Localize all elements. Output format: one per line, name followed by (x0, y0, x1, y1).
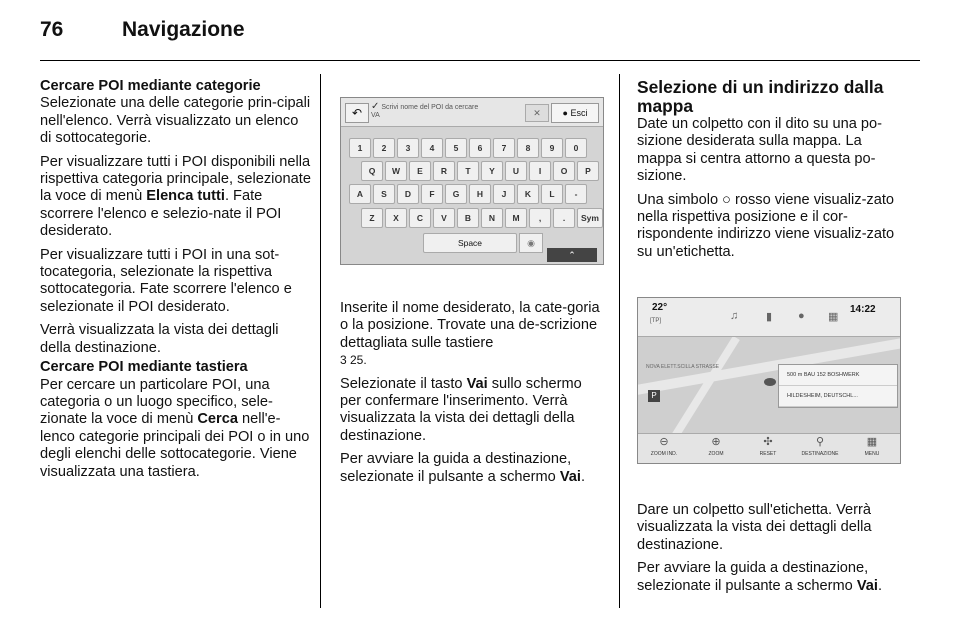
keyboard-key[interactable]: K (517, 184, 539, 204)
info-line: 500 m BAU 152 BOSHWERK (779, 365, 897, 386)
keyboard-key[interactable]: D (397, 184, 419, 204)
keyboard-key[interactable]: 5 (445, 138, 467, 158)
keyboard-key[interactable]: 8 (517, 138, 539, 158)
keyboard-key[interactable]: Y (481, 161, 503, 181)
keyboard-key[interactable]: - (565, 184, 587, 204)
location-marker-icon (764, 378, 776, 386)
keyboard-screenshot (340, 97, 604, 265)
info-line: HILDESHEIM, DEUTSCHL... (779, 386, 897, 407)
poi-search-input[interactable]: ✓ Scrivi nome del POI da cercare VA (371, 101, 479, 119)
keyboard-key[interactable]: 6 (469, 138, 491, 158)
crosshair-icon: ✣ (763, 436, 773, 448)
page-number: 76 (40, 18, 64, 41)
clear-icon[interactable]: ✕ (525, 104, 549, 122)
keyboard-key[interactable]: N (481, 208, 503, 228)
keyboard-key[interactable]: H (469, 184, 491, 204)
paragraph: Per visualizzare tutti i POI in una sot-tocategoria, selezionate la rispettiva sottocategoria. Fate scorrere l'elenco e selezionate il POI desiderato. (40, 246, 292, 315)
keyboard-key[interactable]: L (541, 184, 563, 204)
column-right-lower (637, 502, 903, 601)
navigation-icon[interactable]: ● (798, 310, 805, 322)
zoom-out-button[interactable]: ⊖ ZOOM IND. (638, 434, 690, 464)
address-label[interactable] (778, 364, 898, 408)
keyboard-key[interactable]: Q (361, 161, 383, 181)
phone-icon[interactable]: ▮ (766, 311, 773, 323)
keyboard-key[interactable]: A (349, 184, 371, 204)
paragraph: Verrà visualizzata la vista dei dettagli della destinazione. (40, 322, 279, 356)
column-middle (340, 300, 605, 492)
zoom-out-icon: ⊖ (659, 436, 669, 448)
zoom-in-icon: ⊕ (711, 436, 721, 448)
keyboard-key[interactable]: B (457, 208, 479, 228)
temperature-label: 22° (652, 302, 668, 313)
keyboard-key[interactable]: P (577, 161, 599, 181)
column-left (40, 78, 312, 487)
globe-icon[interactable]: ◉ (519, 233, 543, 253)
keyboard-key[interactable]: M (505, 208, 527, 228)
keyboard-key[interactable]: X (385, 208, 407, 228)
keyboard-key[interactable]: I (529, 161, 551, 181)
keyboard-key[interactable]: J (493, 184, 515, 204)
column-right (637, 78, 903, 267)
keyboard-key[interactable]: 1 (349, 138, 371, 158)
back-icon[interactable]: ↶ (345, 103, 369, 123)
keyboard-key[interactable]: C (409, 208, 431, 228)
space-key[interactable]: Space (423, 233, 517, 253)
section-heading: Selezione di un indirizzo dalla mappa (637, 77, 884, 116)
paragraph: Date un colpetto con il dito su una po-sizione desiderata sulla mappa. La mappa si centra attorno a questa po-sizione. (637, 116, 883, 185)
keyboard-key[interactable]: Sym (577, 208, 603, 228)
keyboard-key[interactable]: . (553, 208, 575, 228)
keyboard-key[interactable]: 9 (541, 138, 563, 158)
keyboard-key[interactable]: T (457, 161, 479, 181)
keyboard-key[interactable]: S (373, 184, 395, 204)
keyboard-key[interactable]: 0 (565, 138, 587, 158)
button-term: Vai (559, 468, 581, 485)
menu-term: Cerca (197, 411, 238, 428)
section-heading: Cercare POI mediante tastiera (40, 359, 248, 376)
map-toolbar (638, 433, 900, 464)
chapter-title: Navigazione (122, 18, 245, 41)
street-label: NOVA ELETT.SCILLA STRASSE (646, 364, 719, 370)
paragraph: Per avviare la guida a destinazione, selezionate il pulsante a schermo Vai. (637, 560, 883, 594)
paragraph: Dare un colpetto sull'etichetta. Verrà visualizzata la vista dei dettagli della destinazione. (637, 502, 872, 553)
header-rule (40, 60, 920, 61)
keyboard-key[interactable]: 7 (493, 138, 515, 158)
menu-button[interactable]: ▦ MENU (846, 434, 898, 464)
apps-icon[interactable]: ▦ (828, 311, 839, 323)
section-heading: Cercare POI mediante categorie (40, 78, 261, 94)
paragraph: Per cercare un particolare POI, una categoria o un luogo specifico, sele-zionate la voce di menù Cerca nell'e-lenco categorie principali dei POI o in uno degli elenchi delle sottocategorie. Viene visualizzata una tastiera. (40, 376, 310, 480)
search-icon: ⚲ (815, 436, 825, 448)
keyboard-key[interactable]: G (445, 184, 467, 204)
column-divider (320, 74, 321, 608)
button-term: Vai (466, 375, 488, 392)
keyboard-key[interactable]: Z (361, 208, 383, 228)
page-reference: 3 25. (340, 353, 367, 368)
paragraph: Selezionate il tasto Vai sullo schermo per confermare l'inserimento. Verrà visualizzata la vista dei dettagli della destinazione. (340, 375, 582, 444)
keyboard-key[interactable]: 4 (421, 138, 443, 158)
menu-icon: ▦ (866, 436, 878, 448)
keyboard-key[interactable]: E (409, 161, 431, 181)
keyboard-key[interactable]: U (505, 161, 527, 181)
exit-button[interactable]: ● Esci (551, 103, 599, 123)
column-divider (619, 74, 620, 608)
paragraph: Per visualizzare tutti i POI disponibili nella rispettiva categoria principale, selezionate la voce di menù Elenca tutti. Fate scorrere l'elenco e selezio-nate il POI desiderato. (40, 153, 311, 240)
zoom-in-button[interactable]: ⊕ ZOOM (690, 434, 742, 464)
keyboard-key[interactable]: 2 (373, 138, 395, 158)
keyboard-key[interactable]: F (421, 184, 443, 204)
keyboard-key[interactable]: W (385, 161, 407, 181)
map-screenshot (637, 297, 901, 464)
destination-button[interactable]: ⚲ DESTINAZIONE (794, 434, 846, 464)
keyboard-key[interactable]: R (433, 161, 455, 181)
page-header (40, 18, 920, 48)
menu-term: Elenca tutti (146, 188, 225, 205)
paragraph: Una simbolo ○ rosso viene visualiz-zato nella rispettiva posizione e il cor-rispondente indirizzo viene visualiz-zato su un'etichetta. (637, 191, 895, 260)
reset-button[interactable]: ✣ RESET (742, 434, 794, 464)
keyboard-key[interactable]: V (433, 208, 455, 228)
clock-label: 14:22 (850, 304, 876, 315)
map-status-bar (638, 298, 900, 337)
music-icon[interactable]: ♫ (730, 310, 739, 322)
traffic-label: [TP] (650, 318, 662, 324)
button-term: Vai (856, 577, 878, 594)
keyboard-input-bar (341, 98, 603, 127)
keyboard-key[interactable]: , (529, 208, 551, 228)
keyboard-key[interactable]: 3 (397, 138, 419, 158)
paragraph: Inserite il nome desiderato, la cate-goria o la posizione. Trovate una de-scrizione dettagliata sulle tastiere 3 25. (340, 300, 600, 368)
check-icon: ✓ (371, 101, 380, 112)
keyboard-key[interactable]: O (553, 161, 575, 181)
paragraph: Selezionate una delle categorie prin-cipali nell'elenco. Verrà visualizzato un elenco di sottocategorie. (40, 95, 311, 147)
parking-icon: P (648, 390, 660, 402)
chevron-up-icon[interactable]: ⌃ (547, 248, 597, 262)
paragraph: Per avviare la guida a destinazione, selezionate il pulsante a schermo Vai. (340, 451, 586, 485)
